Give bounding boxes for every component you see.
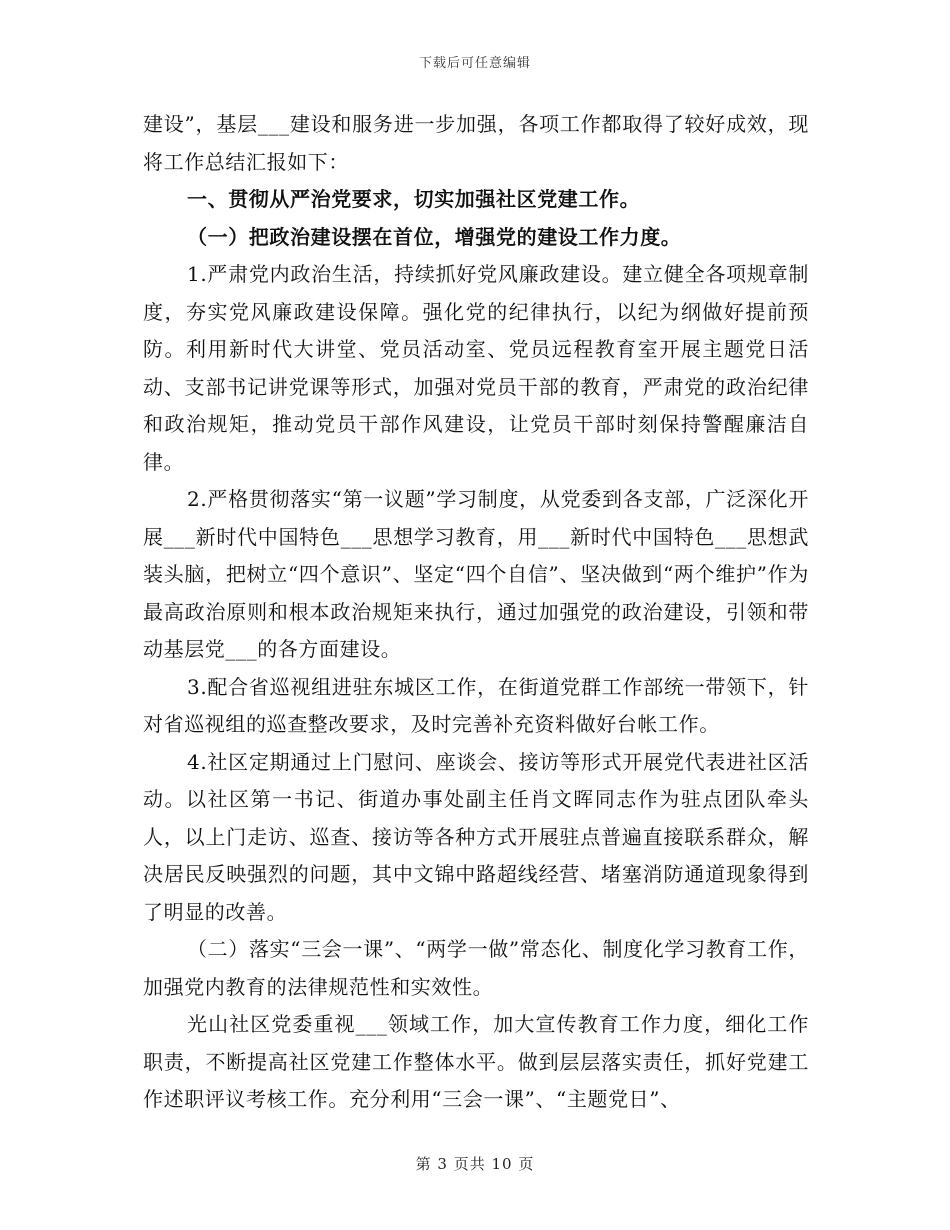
- page-header-note: 下载后可任意编辑: [418, 56, 531, 71]
- subsection-heading-1: （一）把政治建设摆在首位，增强党的建设工作力度。: [187, 224, 682, 249]
- subsection-heading-2: （二）落实“三会一课”、“两学一做”常态化、制度化学习教育工作，加强党内教育的法律规范性和实效性。: [143, 937, 809, 999]
- paragraph-item-4: 4.社区定期通过上门慰问、座谈会、接访等形式开展党代表进社区活动。以社区第一书记、街道办事处副主任肖文晖同志作为驻点团队牵头人，以上门走访、巡查、接访等各种方式开展驻点普遍直接联系群众，解决居民反映强烈的问题，其中文锦中路超线经营、堵塞消防通道现象得到了明显的改善。: [143, 749, 809, 924]
- paragraph-item-2: 2.严格贯彻落实“第一议题”学习制度，从党委到各支部，广泛深化开展___新时代中国特色___思想学习教育，用___新时代中国特色___思想武装头脑，把树立“四个意识”、坚定“四个自信”、坚决做到“两个维护”作为最高政治原则和根本政治规矩来执行，通过加强党的政治建设，引领和带动基层党___的各方面建设。: [143, 487, 809, 661]
- page-number-footer: 第 3 页共 10 页: [415, 1155, 535, 1173]
- paragraph-guangshan: 光山社区党委重视___领域工作，加大宣传教育工作力度，细化工作职责，不断提高社区党建工作整体水平。做到层层落实责任，抓好党建工作述职评议考核工作。充分利用“三会一课”、“主题党日”、: [143, 1012, 809, 1111]
- paragraph-intro-continuation: 建设”，基层___建设和服务进一步加强，各项工作都取得了较好成效，现将工作总结汇报如下：: [143, 112, 809, 174]
- document-body: [143, 106, 809, 1119]
- section-heading-1: 一、贯彻从严治党要求，切实加强社区党建工作。: [187, 187, 641, 211]
- paragraph-item-3: 3.配合省巡视组进驻东城区工作，在街道党群工作部统一带领下，针对省巡视组的巡查整改要求，及时完善补充资料做好台帐工作。: [143, 674, 809, 736]
- paragraph-item-1: 1.严肃党内政治生活，持续抓好党风廉政建设。建立健全各项规章制度，夯实党风廉政建设保障。强化党的纪律执行，以纪为纲做好提前预防。利用新时代大讲堂、党员活动室、党员远程教育室开展主题党日活动、支部书记讲党课等形式，加强对党员干部的教育，严肃党的政治纪律和政治规矩，推动党员干部作风建设，让党员干部时刻保持警醒廉洁自律。: [143, 262, 809, 474]
